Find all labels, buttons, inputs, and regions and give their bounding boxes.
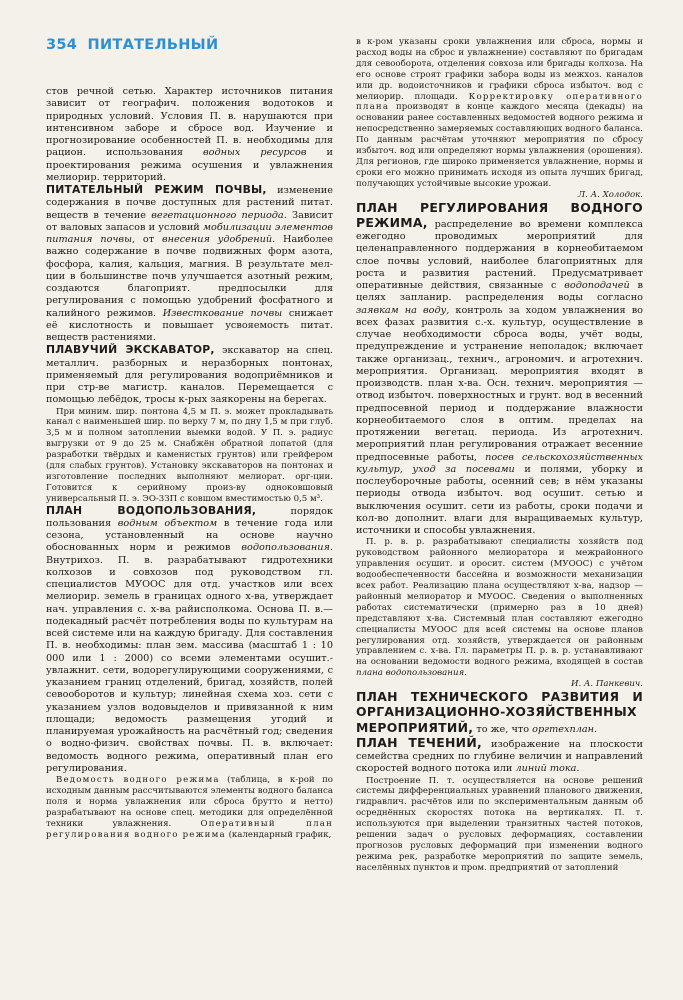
left-column — [46, 86, 333, 991]
author-signature: Л. А. Холодок. — [577, 189, 643, 200]
running-head-word: ПИТАТЕЛЬНЫЙ — [87, 37, 219, 53]
small-print-paragraph: При миним. шир. понтона 4,5 м П. э. может прокладывать канал с наименьшей шир. по верху 7 м, по дну 1,5 м при глуб. 3,5 м и полном затоплении выемки водой. У П. э. радиус выгрузки от 9 до 25 м. Снабжён обратной лопатой (для разработки твёрдых и каменистых грунтов) или грейфером (для слабых грунтов). Установку экскаваторов на понтонах и изготовление последних выполняют мелиорат. орг-ции. Готовится к серийному произ-ву одноковшовый универсальный П. э. ЭО-3ЗП с ковшом вместимостью 0,5 м³. — [46, 406, 333, 504]
headword: ПЛАН ТЕЧЕНИЙ, — [356, 734, 482, 750]
headword: ПЛАН РЕГУЛИРОВАНИЯ ВОДНОГО РЕЖИМА, — [356, 199, 643, 230]
entry-plan-tekhnicheskogo-razvitiya: ПЛАН ТЕХНИЧЕСКОГО РАЗВИТИЯ И ОРГАНИЗАЦИОННО-ХОЗЯЙСТВЕННЫХ МЕРОПРИЯТИЙ, то же, что оргтехплан. — [356, 689, 643, 735]
headword: ПЛАН ВОДОПОЛЬЗОВАНИЯ, — [46, 503, 257, 517]
headword: ПЛАН ТЕХНИЧЕСКОГО РАЗВИТИЯ И ОРГАНИЗАЦИОННО-ХОЗЯЙСТВЕННЫХ МЕРОПРИЯТИЙ, — [356, 689, 643, 735]
author-signature: И. А. Панкевич. — [570, 679, 643, 690]
entry-plan-vodopolzovaniya: ПЛАН ВОДОПОЛЬЗОВАНИЯ, порядок пользования водным объектом в течение года или сезона, установленный на основе научно обоснованных норм и режимов водопользования. Внутрихоз. П. в. разрабатывают гидротехники колхозов и совхозов под руководством гл. специалистов МУООС для отд. участков или всех мелиорир. земель в границах одного х-ва, утверждает нач. управления с. х-ва райисполкома. Основа П. в.— подекадный расчёт потребления воды по культурам на всей системе или на каждую бригаду. Для составления П. в. необходимы: план зем. массива (масштаб 1 : 10 000 или 1 : 2000) со всеми элементами осушит.-увлажнит. сети, водорегулирующими сооружениями, с указанием границ отделений, бригад, хозяйств, полей севооборотов и культур; линейная схема хоз. сети с указанием узлов водовыделов и привязанной к ним площади; ведомость размещения угодий и планируемая урожайность на расчётный год; сведения о водно-физич. свойствах почвы. П. в. включает: ведомость водного режима, оперативный план его регулирования. — [46, 503, 333, 774]
page-number: 354 — [46, 37, 78, 53]
entry-plavuchy-ekskavator: ПЛАВУЧИЙ ЭКСКАВАТОР, экскаватор на спец. металлич. разборных и неразборных понтонах, применяемый для регулирования водоприёмников и при стр-ве магистр. каналов. Перемещается с помощью лебёдок, тросы к-рых заякорены на берегах. — [46, 343, 333, 406]
right-column — [356, 37, 643, 991]
running-head — [46, 37, 218, 53]
headword: ПЛАВУЧИЙ ЭКСКАВАТОР, — [46, 343, 215, 357]
entry-pitatelny-rezhim-pochvy: ПИТАТЕЛЬНЫЙ РЕЖИМ ПОЧВЫ, изменение содержания в почве доступных для растений питат. веществ в течение вегетационного периода. Зависит от валовых запасов и условий мобилизации элементов питания почвы, от внесения удобрений. Наиболее важно содержание в почве подвижных форм азота, фосфора, калия, кальция, магния. В результате мел-ции в большинстве почв улучшается азотный режим, создаются благоприят. предпосылки для регулирования с помощью удобрений фосфатного и калийного режимов. Известкование почвы снижает её кислотность и повышает усвояемость питат. веществ растениями. — [46, 183, 333, 343]
small-print-continuation: в к-ром указаны сроки увлажнения или сброса, нормы и расход воды на сброс и увлажнение) составляют по бригадам для севооборота, отделения совхоза или бригады колхоза. На его основе строят графики забора воды из межхоз. каналов или др. водоисточников и графики сброса избыточ. вод с мелиорир. площади. Корректировку оперативного плана производят в конце каждого месяца (декады) на основании ранее составленных ведомостей водного режима и непосредственно замеряемых составляющих водного баланса. По данным расчётам уточняют мероприятия по сбросу избыточ. вод или определяют нормы увлажнения (орошения). Для регионов, где широко применяется увлажнение, нормы и сроки его можно принимать исходя из опыта лучших бригад, получающих устойчивые высокие урожаи. — [356, 37, 643, 189]
entry-plan-techeniy: ПЛАН ТЕЧЕНИЙ, изображение на плоскости семейства средних по глубине величин и направлений скоростей водного потока или линий тока. — [356, 734, 643, 775]
small-print-paragraph: П. р. в. р. разрабатывают специалисты хозяйств под руководством районного мелиоратора и межрайонного управления осушит. и ороcит. систем (МУООС) с учётом водообеспеченности бассейна и возможности механизации всех работ. Реализацию плана осуществляют х-ва, надзор — районный мелиоратор и МУООС. Сведения о выполненных работах систематически (примерно раз в 10 дней) представляют х-ва. Системный план составляют ежегодно специалисты МУООС для всей системы на основе планов регулирования отд. хозяйств, утверждается он районным управлением с. х-ва. Гл. параметры П. р. в. р. устанавливают на основании ведомости водного режима, входящей в состав плана водопользования. — [356, 537, 643, 679]
continuation-paragraph: стов речной сетью. Характер источников питания зависит от географич. положения водотоков и природных условий. Условия П. в. нарушаются при интенсивном заборе и сбросе вод. Изучение и прогнозирование особенностей П. в. необходимы для рацион. использования водных ресурсов и проектирования режима осушения и увлажнения мелиорир. территорий. — [46, 86, 333, 183]
small-print-paragraph: Ведомость водного режима (таблица, в к-рой по исходным данным рассчитываются элементы водного баланса поля и норма увлажнения или сброса брутто и нетто) разрабатывают на основе спец. методики для определённой техники увлажнения. Оперативный план регулирования водного режима (календарный график, — [46, 775, 333, 840]
headword: ПИТАТЕЛЬНЫЙ РЕЖИМ ПОЧВЫ, — [46, 183, 267, 196]
small-print-paragraph: Построение П. т. осуществляется на основе решений системы дифференциальных уравнений планового движения, гидравлич. расчётов или по экспериментальным данным об осреднённых скоростях потока на вертикалях. П. т. используются при выделении транзитных частей потоков, решении задач о русловых деформациях, составлении прогнозов русловых деформаций при изменении водного режима рек, разработке мероприятий по защите земель, населённых пунктов и пром. предприятий от затоплений — [356, 775, 643, 873]
entry-plan-regulirovaniya: ПЛАН РЕГУЛИРОВАНИЯ ВОДНОГО РЕЖИМА, распределение во времени комплекса ежегодно проводимых мероприятий для целенаправленного поддержания в корнеобитаемом слое почвы условий, наиболее благоприятных для роста и развития растений. Предусматривает оперативные действия, связанные с водоподачей в целях запланир. распределения воды согласно заявкам на воду, контроль за ходом увлажнения во всех фазах развития с.-х. культур, осуществление в случае необходимости сброса воды, учёт воды, предупреждение и устранение неполадок; включает также организац., технич., агрономич. и агротехнич. мероприятия. Организац. мероприятия входят в производств. план х-ва. Осн. технич. мероприятия — отвод избыточ. поверхностных и грунт. вод в весенний предпосевной период и поддержание влажности корнеобитаемого слоя в оптим. пределах на протяжении вегетац. периода. Из агротехнич. мероприятий план регулирования отражает весенние предпосевные работы, посев сельскохозяйственных культур, уход за посевами и полями, уборку и послеуборочные работы, осенний сев; в нём указаны периоды отвода избыточ. вод осушит. сетью и выключения осушит. сети из работы, сроки подачи и кол-во дополнит. влаги для выращиваемых культур, источники и способы увлажнения. — [356, 199, 643, 537]
